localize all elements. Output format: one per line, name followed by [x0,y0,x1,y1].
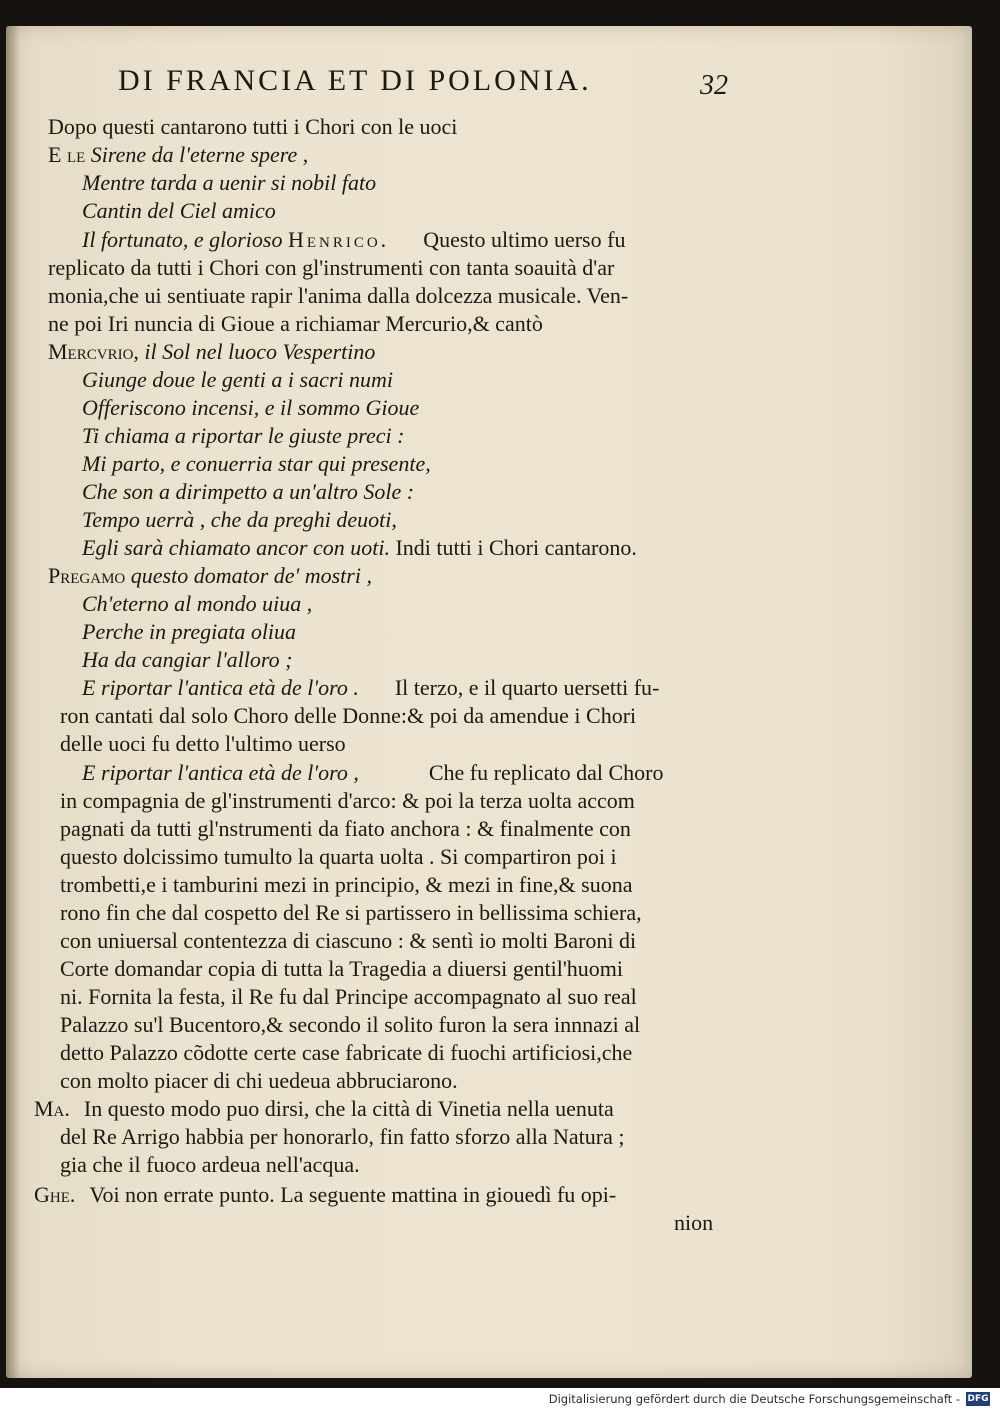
verse-line [82,367,393,393]
verse-text: questo domator de' mostri , [130,563,372,588]
line-text: detto Palazzo cõdotte certe case fabricate di fuochi artificiosi,che [60,1040,633,1065]
line-text: Che fu replicato dal Choro [428,760,664,785]
speaker-name: Pregamo [48,563,131,588]
text-line [60,816,631,842]
book-page [6,26,972,1378]
text-line [82,675,659,701]
line-text: delle uoci fu detto l'ultimo uerso [60,731,346,756]
running-head: DI FRANCIA ET DI POLONIA. [118,64,592,97]
line-text: del Re Arrigo habbia per honorarlo, fin fatto sforzo alla Natura ; [60,1124,625,1149]
verse-text: Giunge doue le genti a i sacri numi [82,367,394,392]
line-text: rono fin che dal cospetto del Re si partissero in bellissima schiera, [60,900,642,925]
text-line [60,1012,640,1038]
text-line [48,339,375,365]
funding-credit: Digitalisierung gefördert durch die Deutsche Forschungsgemeinschaft - [548,1392,960,1406]
text-line [60,956,623,982]
line-text: in compagnia de gl'instrumenti d'arco: & poi la terza uolta accom [60,788,635,813]
line-text: Questo ultimo uerso fu [423,227,626,252]
verse-line [82,591,312,617]
catchword [674,1210,713,1236]
text-line [60,900,642,926]
line-text: monia,che ui sentiuate rapir l'anima dalla dolcezza musicale. Ven- [48,283,629,308]
text-line [48,114,457,140]
line-text: trombetti,e i tamburini mezi in principio, & mezi in fine,& suona [60,872,633,897]
text-line [48,311,543,337]
line-text: In questo modo puo dirsi, che la città di Vinetia nella uenuta [83,1096,614,1121]
text-line [82,760,663,786]
text-line [60,1068,458,1094]
verse-line [82,451,431,477]
line-text: Palazzo su'l Bucentoro,& secondo il solito furon la sera innnazi al [60,1012,641,1037]
verse-text: Mentre tarda a uenir si nobil fato [82,170,377,195]
line-text: E le [48,142,91,167]
line-text: ni. Fornita la festa, il Re fu dal Principe accompagnato al suo real [60,984,637,1009]
dfg-logo: DFG [967,1394,989,1404]
text-line [60,1040,632,1066]
speaker-name: Ma. [34,1096,70,1121]
text-line [48,255,614,281]
verse-text: E riportar l'antica età de l'oro , [82,760,359,785]
line-text: Voi non errate punto. La seguente mattina in giouedì fu opi- [89,1182,617,1207]
text-line [48,283,628,309]
text-line [34,1182,616,1208]
text-line [48,563,372,589]
verse-text: Che son a dirimpetto a un'altro Sole : [82,479,415,504]
text-line [60,928,636,954]
verse-text: E riportar l'antica età de l'oro . [82,675,359,700]
page-number: 32 [700,70,728,101]
verse-line [82,507,397,533]
line-text: con molto piacer di chi uedeua abbruciarono. [60,1068,458,1093]
line-text: Il terzo, e il quarto uersetti fu- [394,675,660,700]
verse-line [82,619,296,645]
line-text: pagnati da tutti gl'nstrumenti da fiato anchora : & finalmente con [60,816,631,841]
text-line [34,1096,614,1122]
verse-line [82,647,292,673]
text-line [60,844,617,870]
verse-line [82,395,419,421]
verse-line [82,423,404,449]
verse-text: Offeriscono incensi, e il sommo Gioue [82,395,420,420]
verse-text: Perche in pregiata oliua [82,619,297,644]
line-text: Indi tutti i Chori cantarono. [389,535,637,560]
line-text: ron cantati dal solo Choro delle Donne:& poi da amendue i Chori [60,703,637,728]
verse-text: il Sol nel luoco Vespertino [144,339,376,364]
line-text: ne poi Iri nuncia di Gioue a richiamar Mercurio,& cantò [48,311,543,336]
verse-text: Tempo uerrà , che da preghi deuoti, [82,507,397,532]
text-line [60,788,635,814]
verse-text: Ha da cangiar l'alloro ; [82,647,293,672]
verse-text: Il fortunato, e glorioso [82,227,288,252]
verse-text: Ti chiama a riportar le giuste preci : [82,423,405,448]
catchword-text: nion [674,1210,714,1235]
text-line [60,703,636,729]
text-line [82,227,625,253]
name-text: Henrico. [287,227,390,252]
digitization-footer [0,1388,1000,1411]
text-line [82,535,637,561]
line-text: Corte domandar copia di tutta la Tragedia a diuersi gentil'huomi [60,956,624,981]
text-line [60,731,346,757]
text-line [60,1152,360,1178]
verse-text: Mi parto, e conuerria star qui presente, [82,451,431,476]
verse-line [82,479,414,505]
speaker-name: Ghe. [34,1182,76,1207]
line-text: Dopo questi cantarono tutti i Chori con le uoci [48,114,458,139]
text-line [60,1124,624,1150]
verse-line [82,198,276,224]
verse-text: Ch'eterno al mondo uiua , [82,591,313,616]
line-text: replicato da tutti i Chori con gl'instrumenti con tanta soauità d'ar [48,255,615,280]
line-text: con uniuersal contentezza di ciascuno : & sentì io molti Baroni di [60,928,637,953]
line-text: questo dolcissimo tumulto la quarta uolta . Si compartiron poi i [60,844,617,869]
text-line [60,872,632,898]
verse-line [82,170,376,196]
verse-text: Cantin del Ciel amico [82,198,276,223]
speaker-name: Mercvrio, [48,339,145,364]
text-line [60,984,637,1010]
line-text: gia che il fuoco ardeua nell'acqua. [60,1152,360,1177]
text-line [48,142,308,168]
verse-text: Sirene da l'eterne spere , [90,142,309,167]
verse-text: Egli sarà chiamato ancor con uoti. [82,535,390,560]
